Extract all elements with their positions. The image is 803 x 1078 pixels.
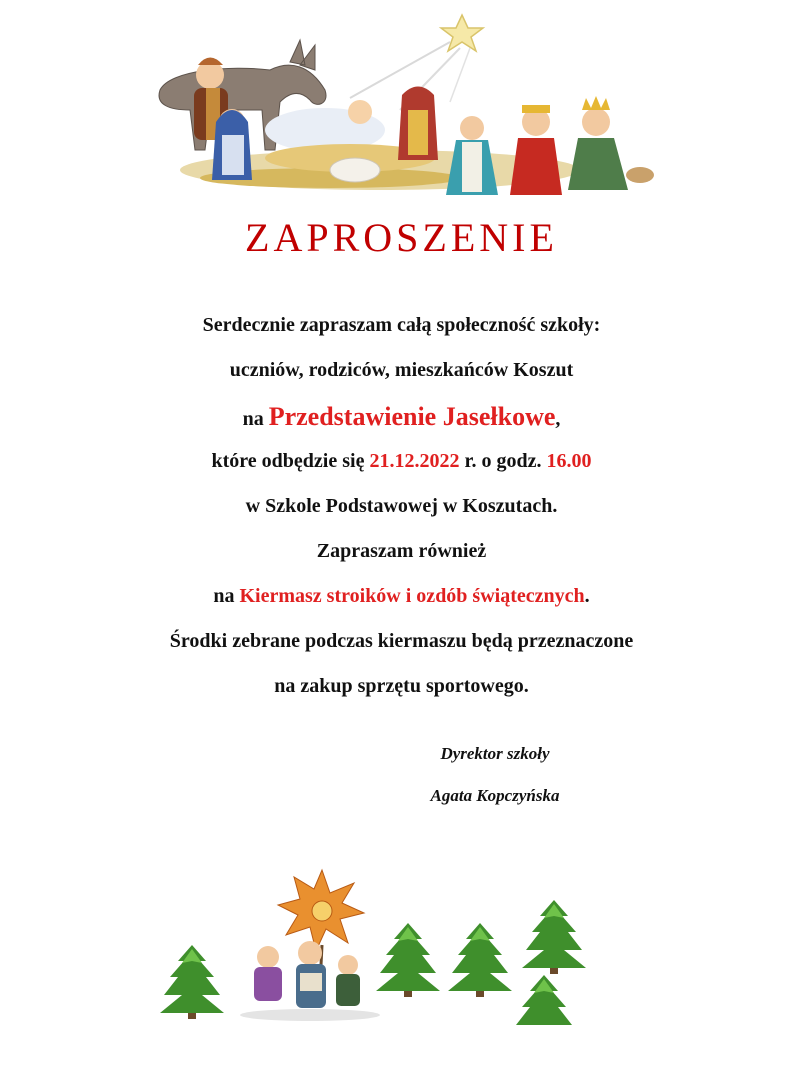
christmas-tree-icon — [512, 975, 576, 1025]
line-middle: r. o godz. — [459, 450, 547, 472]
carolers-illustration — [150, 865, 630, 1025]
christmas-tree-icon — [160, 945, 224, 1019]
funds-text: Środki zebrane podczas kiermaszu będą przeznaczone — [169, 630, 634, 652]
purpose-text: na zakup sprzętu sportowego. — [274, 675, 529, 697]
signature-name: Agata Kopczyńska — [430, 786, 560, 805]
line-prefix: na — [242, 408, 269, 430]
mary-figure — [212, 109, 252, 180]
greeting-text: Serdecznie zapraszam całą społeczność szkoły: — [202, 314, 601, 336]
body-line — [0, 446, 803, 491]
invitation-body — [0, 310, 803, 716]
invitation-title: ZAPROSZENIE — [245, 215, 558, 260]
christmas-tree-icon — [376, 923, 440, 997]
body-line — [0, 491, 803, 536]
line-suffix: . — [584, 585, 590, 607]
event-name: Przedstawienie Jasełkowe — [268, 402, 556, 431]
nativity-scene-illustration — [150, 10, 660, 200]
line-prefix: które odbędzie się — [211, 450, 370, 472]
audience-text: uczniów, rodziców, mieszkańców Koszut — [229, 359, 574, 381]
body-line — [0, 581, 803, 626]
venue-text: w Szkole Podstawowej w Koszutach. — [245, 495, 558, 517]
line-suffix: , — [555, 408, 561, 430]
fair-name: Kiermasz stroików i ozdób świątecznych — [239, 585, 585, 607]
event-time: 16.00 — [546, 450, 592, 472]
signature-block — [395, 740, 595, 824]
christmas-tree-icon — [448, 923, 512, 997]
event-date: 21.12.2022 — [369, 450, 460, 472]
christmas-tree-icon — [522, 900, 586, 974]
shepherd-figure — [398, 87, 438, 161]
three-kings-figures — [446, 96, 654, 195]
carolers-figures — [240, 941, 380, 1021]
body-line — [0, 671, 803, 716]
body-line — [0, 310, 803, 355]
also-invite-text: Zapraszam również — [316, 540, 487, 562]
body-line — [0, 355, 803, 400]
body-line — [0, 626, 803, 671]
line-prefix: na — [213, 585, 240, 607]
body-line — [0, 400, 803, 446]
signature-role: Dyrektor szkoły — [440, 744, 550, 763]
body-line — [0, 536, 803, 581]
